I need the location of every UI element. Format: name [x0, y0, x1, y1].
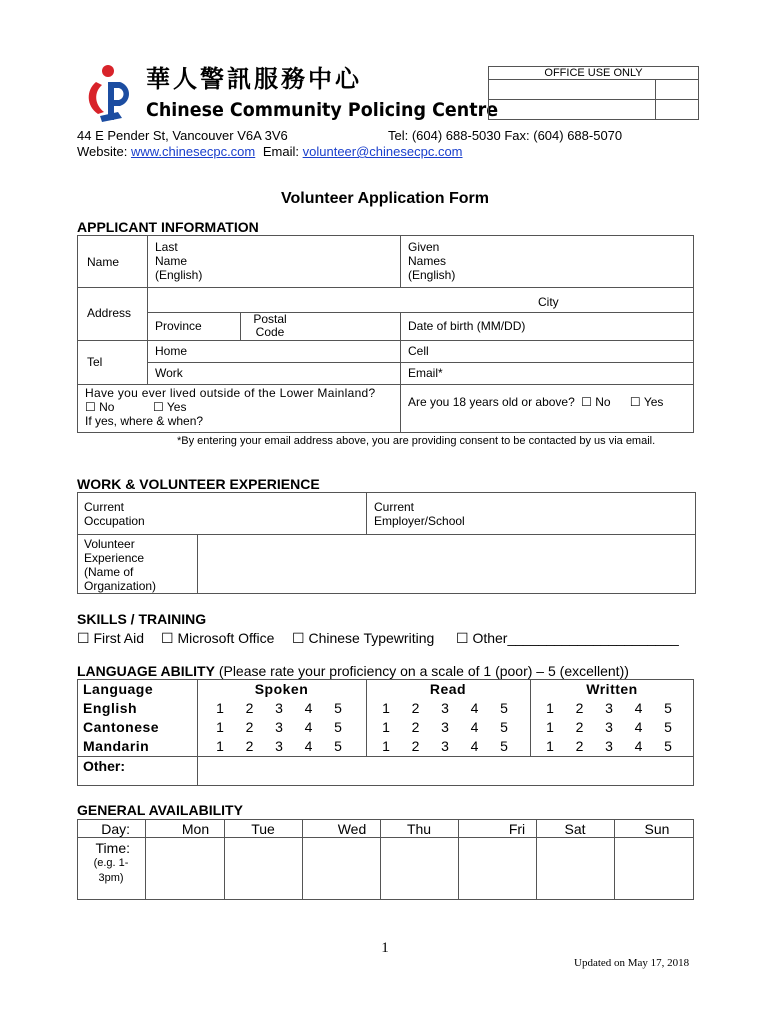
lived-outside-options	[85, 401, 114, 415]
contact-line	[77, 145, 463, 160]
checkbox-icon[interactable]: ☐	[77, 630, 90, 646]
province-field[interactable]: Province	[155, 319, 202, 333]
rating-mandarin-read-3[interactable]: 3	[441, 738, 449, 754]
last-name-field[interactable]: Last Name (English)	[155, 240, 203, 282]
if-yes-where-field[interactable]: If yes, where & when?	[85, 414, 204, 428]
tel-label: Tel	[87, 355, 103, 369]
checkbox-icon[interactable]: ☐	[581, 395, 592, 409]
day-fri: Fri	[508, 821, 526, 837]
availability-fri-field[interactable]	[459, 838, 535, 899]
email-label: Email:	[262, 144, 299, 159]
language-heading-row	[77, 663, 629, 679]
checkbox-icon[interactable]: ☐	[456, 630, 469, 646]
current-occupation-field[interactable]: Current Occupation	[84, 500, 145, 528]
rating-cantonese-written-5[interactable]: 5	[664, 719, 672, 735]
day-sun: Sun	[644, 821, 670, 837]
street-address-field[interactable]	[148, 288, 538, 312]
email-field[interactable]: Email*	[408, 366, 443, 380]
skill-microsoft-office[interactable]: ☐ Microsoft Office	[161, 630, 275, 646]
rating-cantonese-read-2[interactable]: 2	[411, 719, 420, 735]
updated-date: Updated on May 17, 2018	[574, 957, 690, 969]
given-names-field[interactable]: Given Names (English)	[408, 240, 456, 282]
email-link[interactable]: volunteer@chinesecpc.com	[302, 144, 463, 159]
volunteer-experience-label: Volunteer Experience (Name of Organization)	[84, 537, 157, 593]
spoken-col-header: Spoken	[254, 681, 309, 697]
lived-outside-yes-option	[153, 401, 186, 415]
rating-english-read-5[interactable]: 5	[500, 700, 508, 716]
rating-english-spoken-5[interactable]: 5	[334, 700, 342, 716]
rating-mandarin-read-4[interactable]: 4	[470, 738, 479, 754]
age-yes: Yes	[643, 395, 664, 409]
rating-mandarin-spoken-5[interactable]: 5	[334, 738, 342, 754]
rating-english-written-5[interactable]: 5	[664, 700, 672, 716]
rating-mandarin-spoken-1[interactable]: 1	[216, 738, 224, 754]
rating-cantonese-spoken-1[interactable]: 1	[216, 719, 224, 735]
skills-heading: SKILLS / TRAINING	[77, 611, 207, 627]
availability-sun-field[interactable]	[615, 838, 693, 899]
language-heading: LANGUAGE ABILITY	[77, 663, 215, 679]
skill-chinese-typewriting[interactable]: ☐ Chinese Typewriting	[292, 630, 435, 646]
rating-mandarin-spoken-4[interactable]: 4	[304, 738, 313, 754]
work-heading: WORK & VOLUNTEER EXPERIENCE	[77, 476, 320, 492]
skill-other[interactable]: ☐ Other______________________	[456, 630, 679, 646]
rating-cantonese-spoken-4[interactable]: 4	[304, 719, 313, 735]
rating-mandarin-read-5[interactable]: 5	[500, 738, 508, 754]
time-example: (e.g. 1- 3pm)	[93, 857, 129, 884]
office-use-label: OFFICE USE ONLY	[544, 67, 643, 79]
rating-english-written-1[interactable]: 1	[546, 700, 554, 716]
rating-mandarin-spoken-3[interactable]: 3	[275, 738, 283, 754]
day-wed: Wed	[337, 821, 367, 837]
rating-cantonese-read-4[interactable]: 4	[470, 719, 479, 735]
current-employer-field[interactable]: Current Employer/School	[374, 500, 465, 528]
age-question-row	[408, 396, 663, 410]
rating-cantonese-read-3[interactable]: 3	[441, 719, 449, 735]
rating-english-spoken-3[interactable]: 3	[275, 700, 283, 716]
rating-cantonese-read-1[interactable]: 1	[382, 719, 390, 735]
day-thu: Thu	[406, 821, 432, 837]
logo-english-name: Chinese Community Policing Centre	[146, 99, 499, 121]
rating-mandarin-written-2[interactable]: 2	[575, 738, 584, 754]
rating-english-written-3[interactable]: 3	[605, 700, 613, 716]
centre-tel-fax: Tel: (604) 688-5030 Fax: (604) 688-5070	[388, 128, 623, 143]
rating-english-read-4[interactable]: 4	[470, 700, 479, 716]
rating-cantonese-written-3[interactable]: 3	[605, 719, 613, 735]
day-sat: Sat	[564, 821, 586, 837]
form-title: Volunteer Application Form	[280, 190, 489, 207]
address-label: Address	[87, 306, 132, 320]
read-col-header: Read	[429, 681, 467, 697]
day-tue: Tue	[251, 821, 275, 837]
rating-cantonese-written-4[interactable]: 4	[634, 719, 643, 735]
home-phone-field[interactable]: Home	[155, 344, 188, 358]
other-language-field[interactable]	[198, 757, 693, 785]
rating-mandarin-written-5[interactable]: 5	[664, 738, 672, 754]
name-label: Name	[87, 255, 120, 269]
language-row-mandarin: Mandarin	[83, 738, 150, 754]
lived-outside-question: Have you ever lived outside of the Lower Mainland?	[85, 386, 376, 400]
cell-phone-field[interactable]: Cell	[408, 344, 429, 358]
checkbox-icon[interactable]: ☐	[85, 400, 96, 414]
age-no: No	[595, 395, 611, 409]
rating-cantonese-written-1[interactable]: 1	[546, 719, 554, 735]
rating-english-spoken-4[interactable]: 4	[304, 700, 313, 716]
rating-english-spoken-2[interactable]: 2	[245, 700, 254, 716]
availability-tue-field[interactable]	[225, 838, 301, 899]
logo-icon	[78, 62, 140, 124]
written-col-header: Written	[586, 681, 638, 697]
rating-english-read-2[interactable]: 2	[411, 700, 420, 716]
rating-english-read-3[interactable]: 3	[441, 700, 449, 716]
rating-english-written-2[interactable]: 2	[575, 700, 584, 716]
language-col-header: Language	[83, 681, 154, 697]
work-phone-field[interactable]: Work	[155, 366, 183, 380]
postal-code-field[interactable]: Postal Code	[253, 312, 287, 339]
centre-address: 44 E Pender St, Vancouver V6A 3V6	[77, 128, 288, 143]
rating-english-written-4[interactable]: 4	[634, 700, 643, 716]
availability-thu-field[interactable]	[381, 838, 457, 899]
page-number: 1	[381, 940, 389, 956]
rating-cantonese-spoken-3[interactable]: 3	[275, 719, 283, 735]
day-label: Day:	[101, 821, 130, 837]
time-label: Time:	[95, 840, 130, 856]
rating-english-spoken-1[interactable]: 1	[216, 700, 224, 716]
checkbox-icon[interactable]: ☐	[629, 395, 641, 409]
applicant-heading: APPLICANT INFORMATION	[77, 219, 259, 235]
checkbox-icon[interactable]: ☐	[292, 630, 305, 646]
availability-wed-field[interactable]	[303, 838, 379, 899]
language-row-cantonese: Cantonese	[83, 719, 160, 735]
email-consent-note: *By entering your email address above, you are providing consent to be contacted by us via email.	[177, 435, 656, 447]
rating-cantonese-spoken-5[interactable]: 5	[334, 719, 342, 735]
skill-first-aid[interactable]: ☐ First Aid	[77, 630, 145, 646]
checkbox-icon[interactable]: ☐	[161, 630, 174, 646]
lived-outside-yes: Yes	[166, 400, 187, 414]
rating-mandarin-written-3[interactable]: 3	[605, 738, 613, 754]
website-link[interactable]: www.chinesecpc.com	[130, 144, 256, 159]
availability-heading: GENERAL AVAILABILITY	[77, 802, 243, 818]
availability-sat-field[interactable]	[537, 838, 613, 899]
rating-cantonese-written-2[interactable]: 2	[575, 719, 584, 735]
lived-outside-no: No	[99, 400, 115, 414]
day-mon: Mon	[181, 821, 210, 837]
rating-mandarin-spoken-2[interactable]: 2	[245, 738, 254, 754]
logo	[78, 62, 499, 124]
rating-mandarin-written-1[interactable]: 1	[546, 738, 554, 754]
city-field[interactable]: City	[538, 295, 559, 309]
volunteer-experience-field[interactable]	[198, 535, 695, 593]
rating-mandarin-written-4[interactable]: 4	[634, 738, 643, 754]
checkbox-icon[interactable]: ☐	[153, 400, 164, 414]
rating-cantonese-spoken-2[interactable]: 2	[245, 719, 254, 735]
website-label: Website:	[77, 144, 128, 159]
rating-mandarin-read-2[interactable]: 2	[411, 738, 420, 754]
language-row-other: Other:	[83, 758, 125, 774]
logo-chinese-name: 華人警訊服務中心	[146, 65, 362, 93]
dob-field[interactable]: Date of birth (MM/DD)	[408, 319, 526, 333]
age-question: Are you 18 years old or above?	[408, 395, 575, 409]
rating-mandarin-read-1[interactable]: 1	[382, 738, 390, 754]
rating-cantonese-read-5[interactable]: 5	[500, 719, 508, 735]
language-note: (Please rate your proficiency on a scale of 1 (poor) – 5 (excellent))	[218, 663, 629, 679]
availability-mon-field[interactable]	[146, 838, 223, 899]
rating-english-read-1[interactable]: 1	[382, 700, 390, 716]
language-row-english: English	[83, 700, 138, 716]
